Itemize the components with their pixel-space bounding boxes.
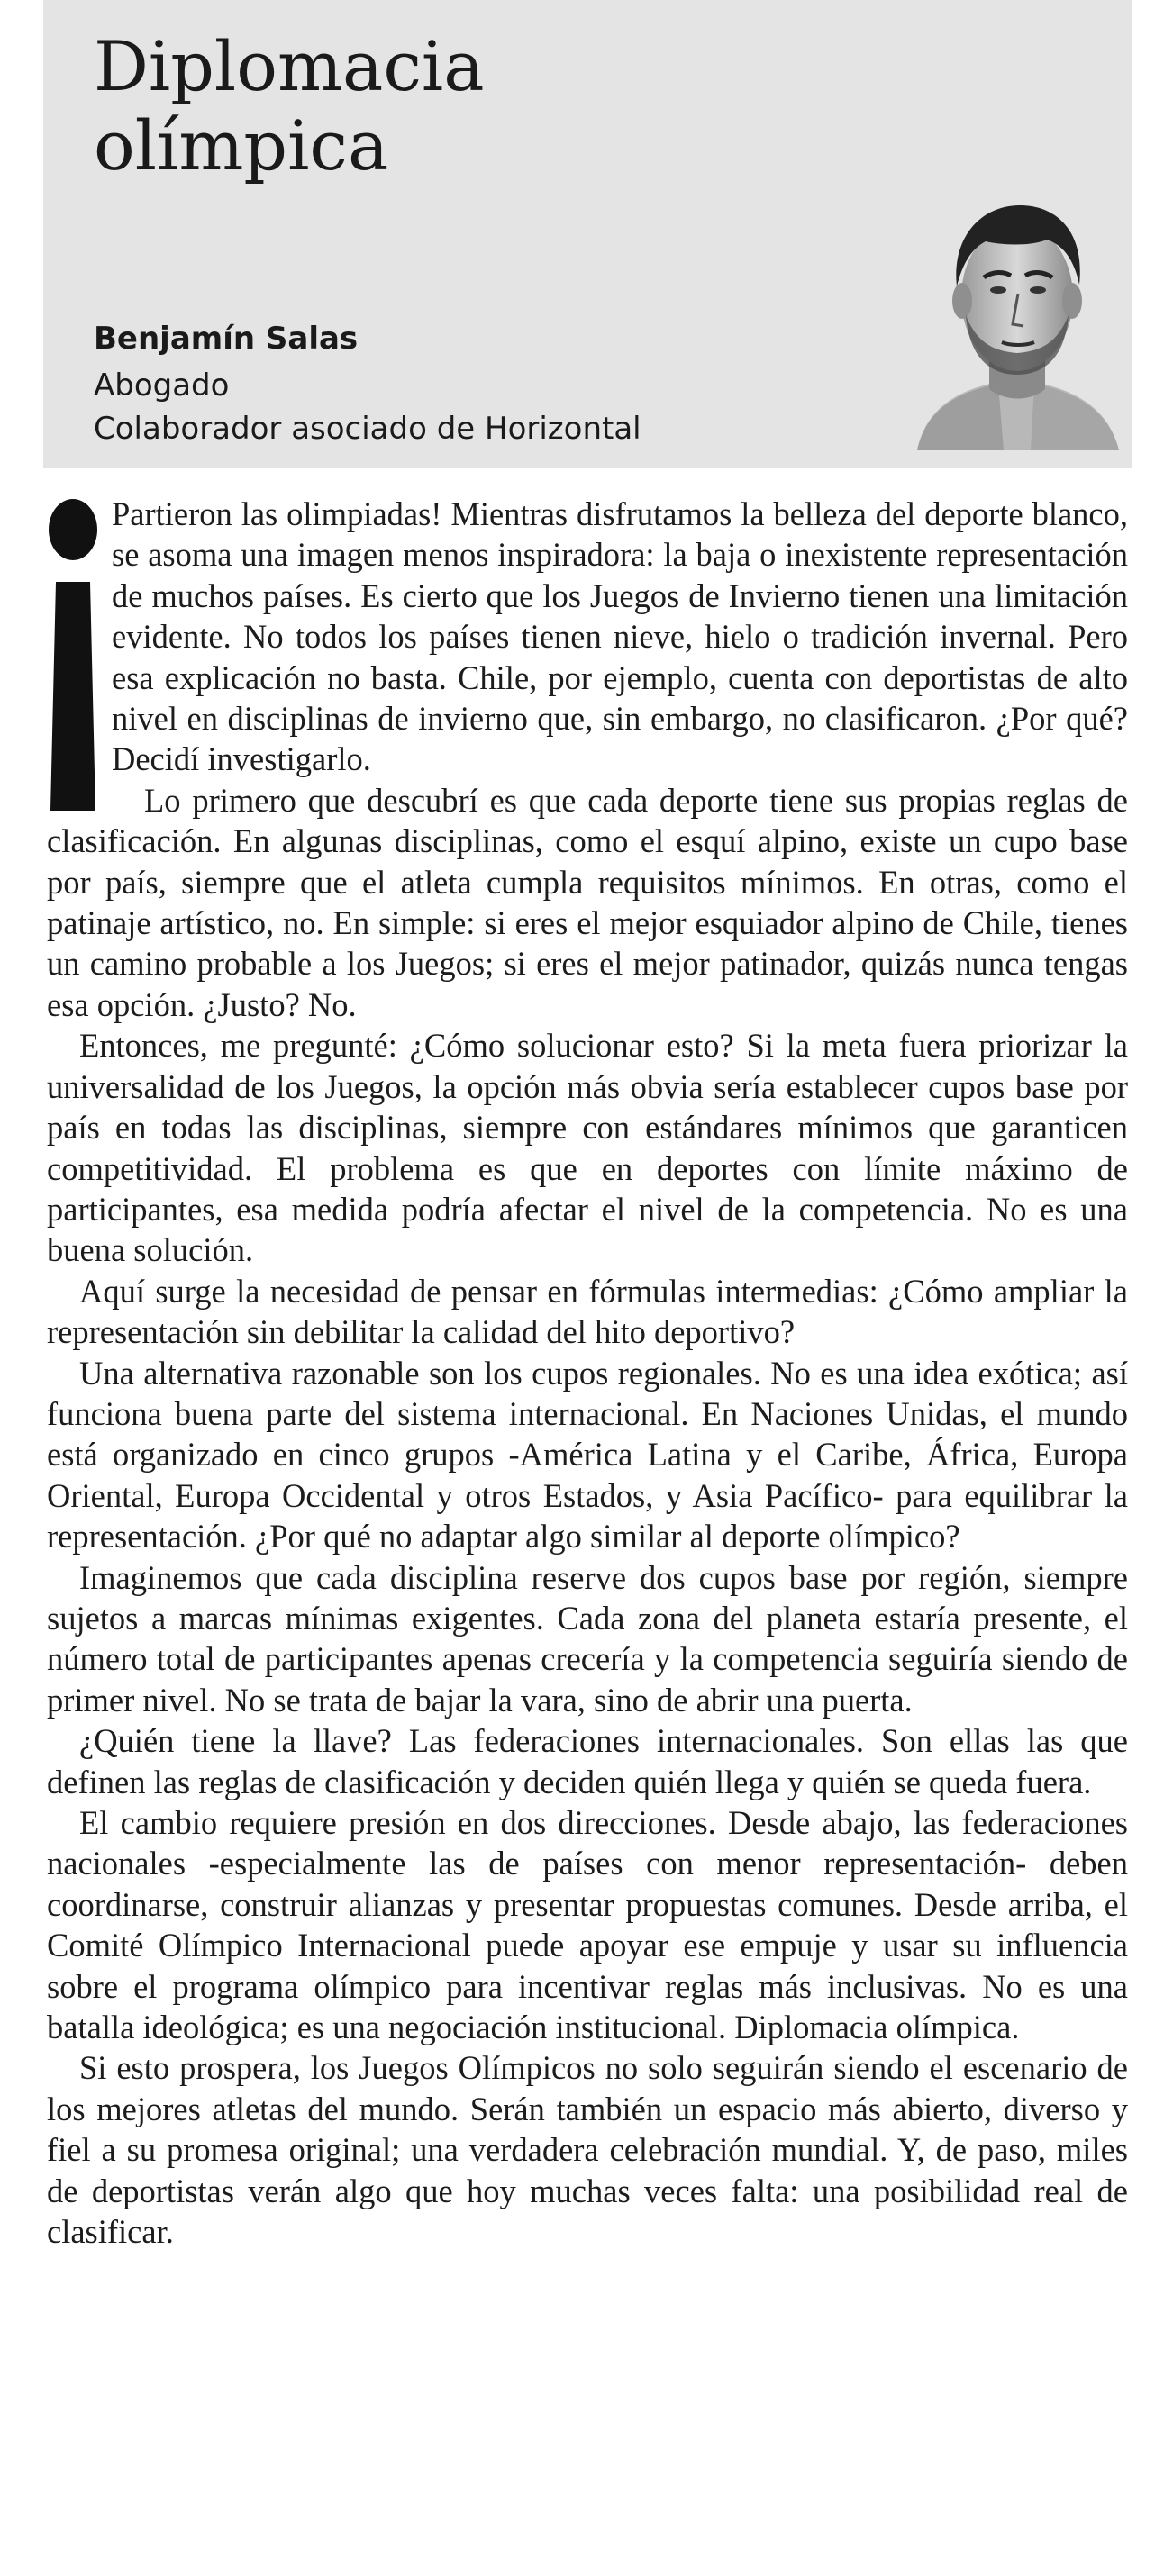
paragraph-5: Una alternativa razonable son los cupos regionales. No es una idea exótica; así funciona buena parte del sistema internacional. En Naciones Unidas, el mundo está organizado en cinco grupos -América Latina y el Caribe, África, Europa Oriental, Europa Occidental y otros Estados, y Asia Pacífico- para equilibrar la representación. ¿Por qué no adaptar algo similar al deporte olímpico? <box>47 1354 1128 1556</box>
paragraph-4: Aquí surge la necesidad de pensar en fórmulas intermedias: ¿Cómo ampliar la representación sin debilitar la calidad del hito deportivo? <box>47 1272 1128 1351</box>
paragraph-1: Partieron las olimpiadas! Mientras disfrutamos la belleza del deporte blanco, se asoma una imagen menos inspiradora: la baja o inexistente representación de muchos países. Es cierto que los Juegos de Invierno tienen una limitación evidente. No todos los países tienen nieve, hielo o tradición invernal. Pero esa explicación no basta. Chile, por ejemplo, cuenta con deportistas de alto nivel en disciplinas de invierno que, sin embargo, no clasificaron. ¿Por qué? Decidí investigarlo. <box>112 495 1128 778</box>
article-body <box>47 494 1128 2252</box>
column-header <box>43 0 1132 468</box>
paragraph-2: Lo primero que descubrí es que cada deporte tiene sus propias reglas de clasificación. En algunas disciplinas, como el esquí alpino, existe un cupo base por país, siempre que el atleta cumpla requisitos mínimos. En otras, como el patinaje artístico, no. En simple: si eres el mejor esquiador alpino de Chile, tienes un camino probable a los Juegos; si eres el mejor patinador, quizás nunca tengas esa opción. ¿Justo? No. <box>47 781 1128 1023</box>
title-line-2: olímpica <box>94 105 389 186</box>
dropcap-inverted-exclamation <box>47 495 99 811</box>
paragraph-7: ¿Quién tiene la llave? Las federaciones internacionales. Son ellas las que definen las reglas de clasificación y deciden quién llega y quién se queda fuera. <box>47 1722 1128 1800</box>
paragraph-9: Si esto prospera, los Juegos Olímpicos no solo seguirán siendo el escenario de los mejores atletas del mundo. Serán también un espacio más abierto, diverso y fiel a su promesa original; una verdadera celebración mundial. Y, de paso, miles de deportistas verán algo que hoy muchas veces falta: una posibilidad real de clasificar. <box>47 2049 1128 2251</box>
author-affiliation: Colaborador asociado de Horizontal <box>94 411 641 447</box>
paragraph-6: Imaginemos que cada disciplina reserve dos cupos base por región, siempre sujetos a marcas mínimas exigentes. Cada zona del planeta estaría presente, el número total de participantes apenas crecería y la competencia seguiría siendo de primer nivel. No se trata de bajar la vara, sino de abrir una puerta. <box>47 1558 1128 1719</box>
paragraph-8: El cambio requiere presión en dos direcciones. Desde abajo, las federaciones nacionales -especialmente las de países con menor representación- deben coordinarse, construir alianzas y presentar propuestas comunes. Desde arriba, el Comité Olímpico Internacional puede apoyar ese empuje y usar su influencia sobre el programa olímpico para incentivar reglas más inclusivas. No es una batalla ideológica; es una negociación institucional. Diplomacia olímpica. <box>47 1804 1128 2046</box>
author-name: Benjamín Salas <box>94 321 359 357</box>
author-role: Abogado <box>94 367 230 404</box>
article-title <box>94 27 485 186</box>
author-portrait <box>899 180 1133 450</box>
paragraph-3: Entonces, me pregunté: ¿Cómo solucionar esto? Si la meta fuera priorizar la universalidad de los Juegos, la opción más obvia sería establecer cupos base por país en todas las disciplinas, siempre con estándares mínimos que garanticen competitividad. El problema es que en deportes con límite máximo de participantes, esa medida podría afectar el nivel de la competencia. No es una buena solución. <box>47 1027 1128 1269</box>
title-line-1: Diplomacia <box>94 26 485 106</box>
